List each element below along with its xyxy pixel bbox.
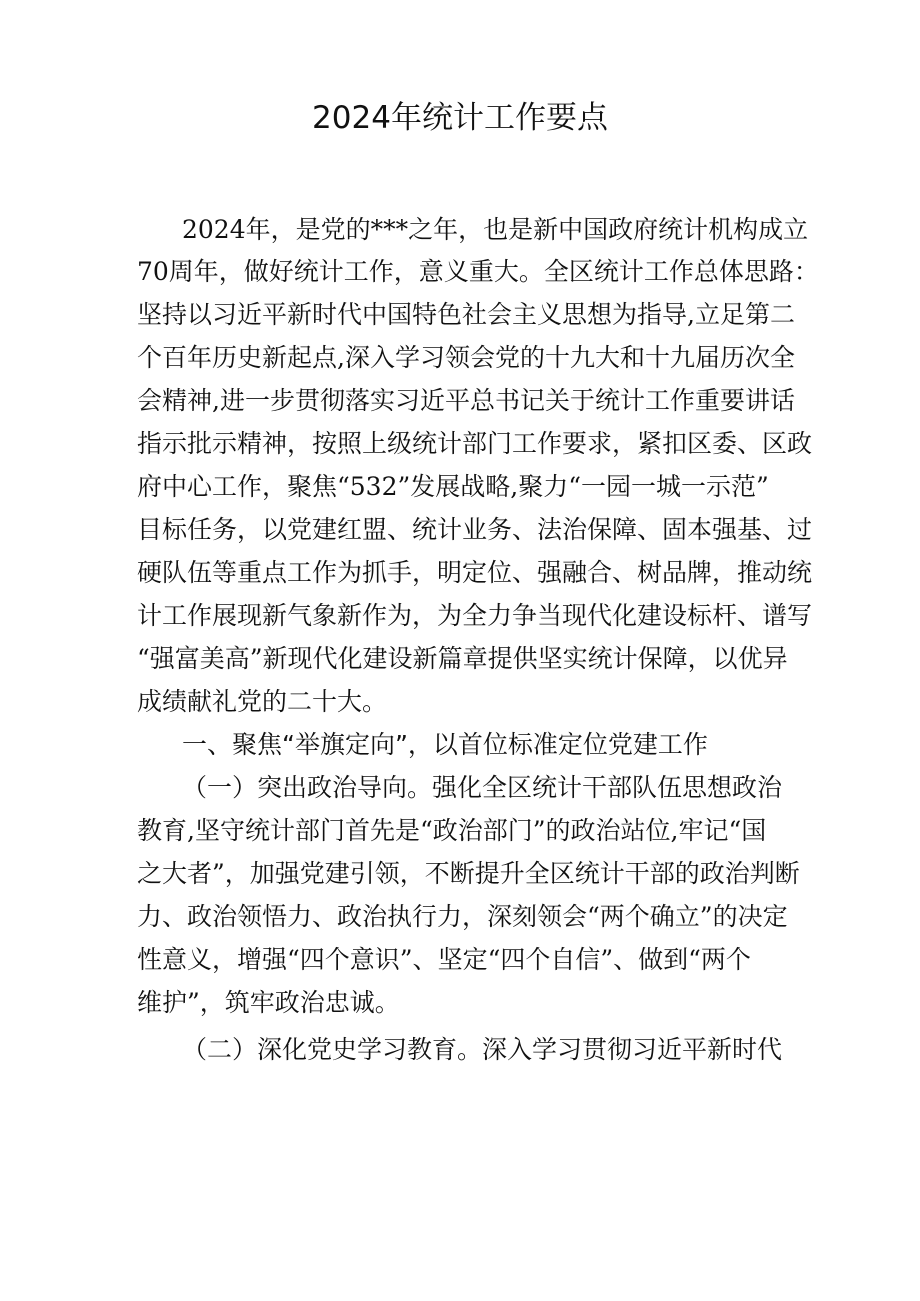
- section-item-line: （一）突出政治导向。强化全区统计干部队伍思想政治: [182, 773, 783, 802]
- section-item-line: 性意义，增强“四个意识”、坚定“四个自信”、做到“两个: [137, 945, 751, 974]
- intro-line: 70周年，做好统计工作，意义重大。全区统计工作总体思路：: [137, 257, 819, 286]
- intro-line: 会精神,进一步贯彻落实习近平总书记关于统计工作重要讲话: [137, 386, 795, 415]
- intro-line: 成绩献礼党的二十大。: [137, 687, 388, 716]
- intro-line: 指示批示精神，按照上级统计部门工作要求，紧扣区委、区政: [137, 429, 813, 458]
- section-item-line: 维护”，筑牢政治忠诚。: [137, 988, 400, 1017]
- intro-line: 个百年历史新起点,深入学习领会党的十九大和十九届历次全: [137, 343, 795, 372]
- intro-line: 硬队伍等重点工作为抓手，明定位、强融合、树品牌，推动统: [137, 558, 813, 587]
- section-item-line: 教育,坚守统计部门首先是“政治部门”的政治站位,牢记“国: [137, 816, 767, 845]
- intro-line: “强富美高”新现代化建设新篇章提供坚实统计保障，以优异: [137, 644, 788, 673]
- intro-line: 府中心工作，聚焦“532”发展战略,聚力“一园一城一示范”: [137, 472, 769, 501]
- intro-line: 计工作展现新气象新作为，为全力争当现代化建设标杆、谱写: [137, 601, 813, 630]
- intro-line: 目标任务，以党建红盟、统计业务、法治保障、固本强基、过: [137, 515, 813, 544]
- document-title: 2024年统计工作要点: [312, 100, 608, 136]
- section-item-line: 之大者”，加强党建引领，不断提升全区统计干部的政治判断: [137, 859, 800, 888]
- section-heading: 一、聚焦“举旗定向”，以首位标准定位党建工作: [182, 730, 708, 759]
- intro-line: 2024年，是党的***之年，也是新中国政府统计机构成立: [182, 215, 809, 244]
- section-item-line: （二）深化党史学习教育。深入学习贯彻习近平新时代: [182, 1035, 783, 1064]
- section-item-line: 力、政治领悟力、政治执行力，深刻领会“两个确立”的决定: [137, 902, 788, 931]
- intro-line: 坚持以习近平新时代中国特色社会主义思想为指导,立足第二: [137, 300, 795, 329]
